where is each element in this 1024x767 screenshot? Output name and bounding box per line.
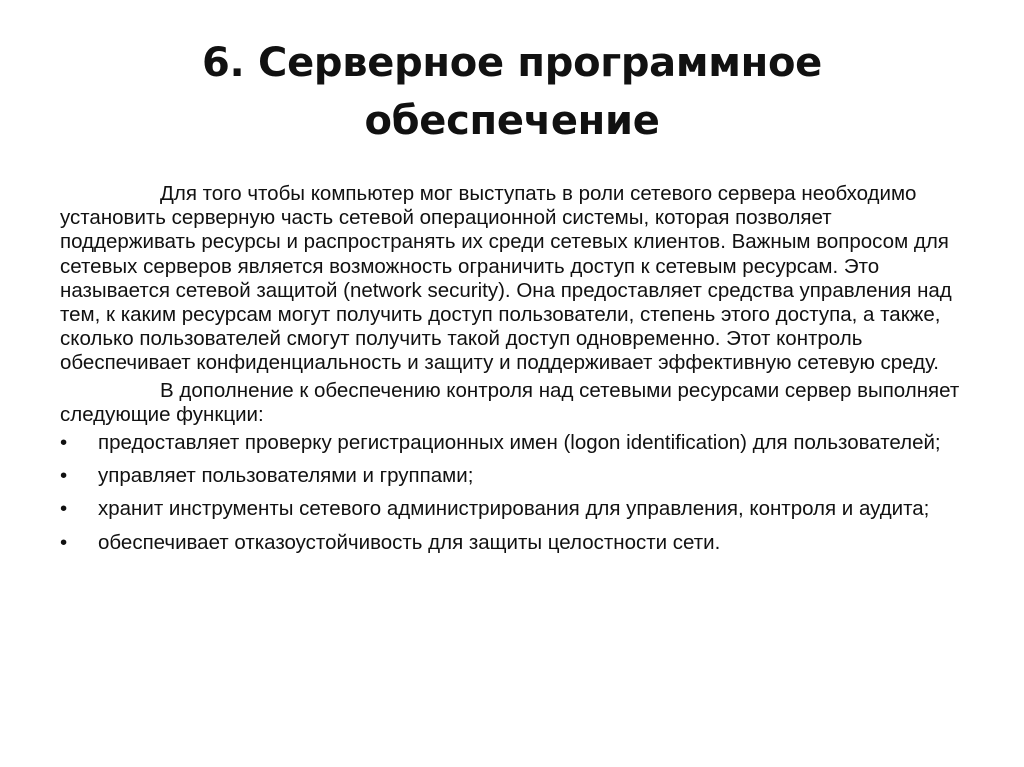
bullet-icon: • (60, 431, 68, 455)
list-item (60, 497, 972, 521)
bullet-icon: • (60, 464, 68, 488)
list-item (60, 464, 972, 488)
bullet-icon: • (60, 530, 68, 554)
bullet-icon: • (60, 497, 68, 521)
function-list (60, 431, 972, 555)
list-item-text: обеспечивает отказоустойчивость для защиты целостности сети. (98, 530, 721, 554)
list-item (60, 431, 972, 455)
slide-title: 6. Серверное программное обеспечение (201, 40, 823, 144)
paragraph-functions: В дополнение к обеспечению контроля над сетевыми ресурсами сервер выполняет следующие функции: (60, 378, 960, 426)
slide-body (60, 182, 972, 564)
paragraph-intro: Для того чтобы компьютер мог выступать в роли сетевого сервера необходимо установить серверную часть сетевой операционной системы, которая позволяет поддерживать ресурсы и распространять их среди сетевых клиентов. Важным вопросом для сетевых серверов является возможность ограничить доступ к сетевым ресурсам. Это называется сетевой защитой (network security). Она предоставляет средства управления над тем, к каким ресурсам могут получить доступ пользователи, степень этого доступа, а также, сколько пользователей смогут получить такой доступ одновременно. Этот контроль обеспечивает конфиденциальность и защиту и поддерживает эффективную сетевую среду. (60, 182, 952, 375)
list-item-text: предоставляет проверку регистрационных имен (logon identification) для пользователей; (98, 431, 941, 455)
list-item-text: управляет пользователями и группами; (98, 464, 474, 488)
list-item (60, 531, 972, 555)
list-item-text: хранит инструменты сетевого администрирования для управления, контроля и аудита; (98, 497, 930, 521)
